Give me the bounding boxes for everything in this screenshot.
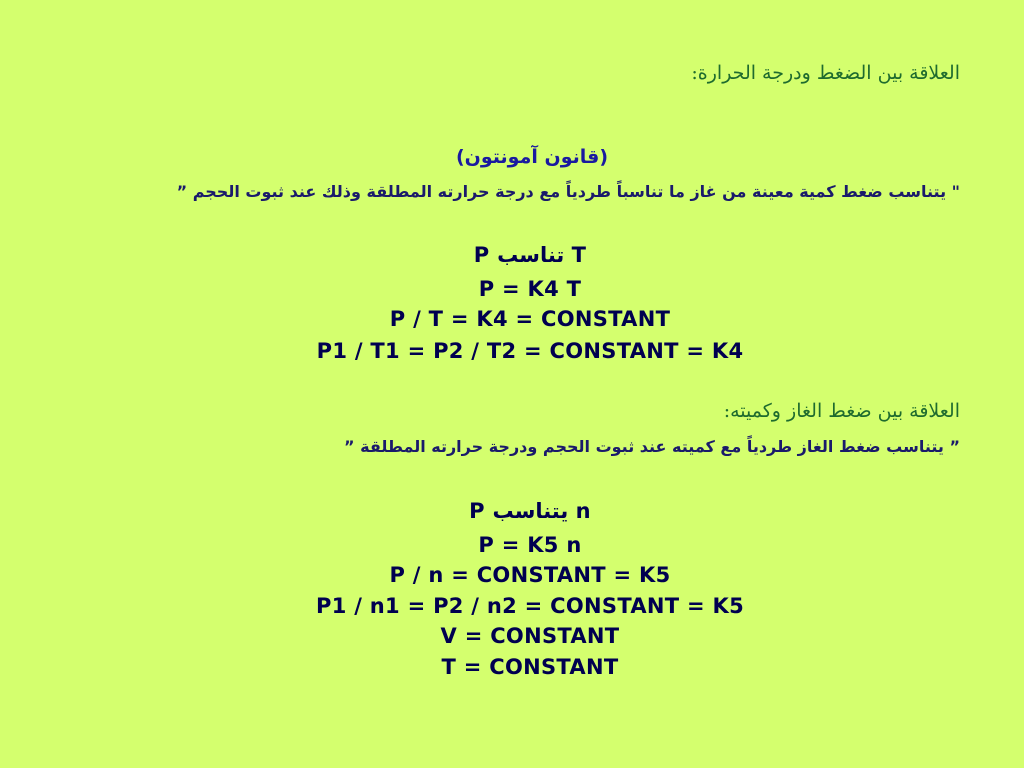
- proportionality-pn: P يتناسب n: [469, 499, 591, 523]
- formula-p-over-t: P / T = K4 = CONSTANT: [389, 307, 671, 331]
- section2-statement: ” يتناسب ضغط الغاز طردياً مع كميته عند ثبوت الحجم ودرجة حرارته المطلقة ”: [344, 437, 960, 456]
- formula-p-k5n: P = K5 n: [478, 533, 582, 557]
- formula-p-k4t: P = K4 T: [478, 277, 582, 301]
- formula-p-over-n: P / n = CONSTANT = K5: [389, 563, 671, 587]
- section2-heading: العلاقة بين ضغط الغاز وكميته:: [723, 400, 960, 422]
- law-title: (قانون آمونتون): [455, 146, 609, 168]
- proportionality-pt: P تناسب T: [473, 243, 587, 267]
- section1-heading: العلاقة بين الضغط ودرجة الحرارة:: [691, 62, 960, 84]
- section1-statement: " يتناسب ضغط كمية معينة من غاز ما تناسباً طردياً مع درجة حرارته المطلقة وذلك عند ثبوت الحجم ”: [176, 182, 960, 201]
- formula-p1n1-p2n2: P1 / n1 = P2 / n2 = CONSTANT = K5: [316, 594, 744, 618]
- formula-p1t1-p2t2: P1 / T1 = P2 / T2 = CONSTANT = K4: [316, 339, 744, 363]
- condition-t-constant: T = CONSTANT: [441, 655, 619, 679]
- condition-v-constant: V = CONSTANT: [440, 624, 620, 648]
